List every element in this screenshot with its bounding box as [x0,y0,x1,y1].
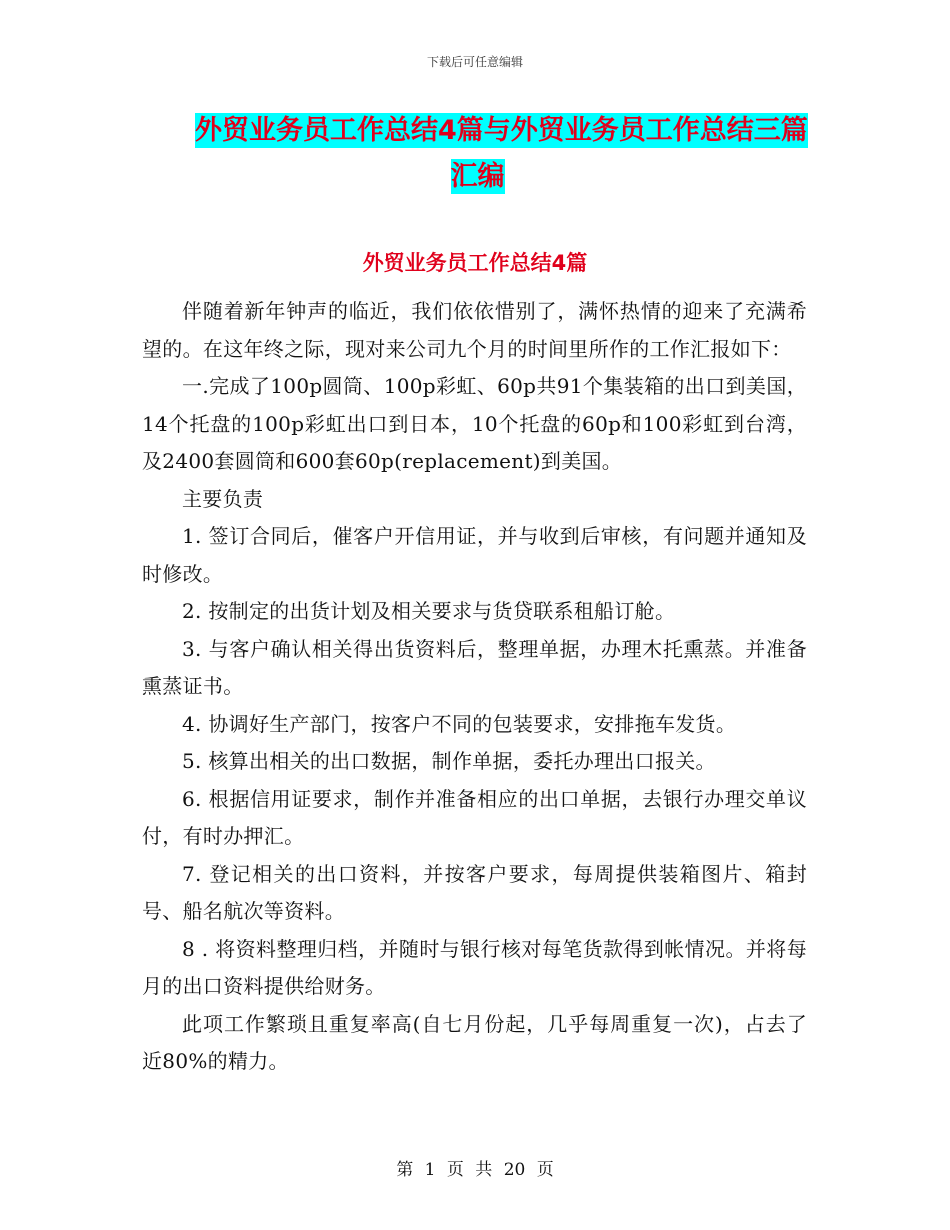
paragraph: 6. 根据信用证要求，制作并准备相应的出口单据，去银行办理交单议付，有时办押汇。 [142,786,807,848]
paragraph: 主要负责 [182,486,264,511]
paragraph: 5. 核算出相关的出口数据，制作单据，委托办理出口报关。 [182,749,716,773]
section-title: 外贸业务员工作总结4篇 [362,251,588,275]
page-footer: 第 1 页 共 20 页 [396,1160,554,1180]
paragraph: 此项工作繁琐且重复率高(自七月份起，几乎每周重复一次)，占去了近80%的精力。 [142,1011,807,1073]
page-header: 下载后可任意编辑 [426,55,523,69]
paragraph: 一.完成了100p圆筒、100p彩虹、60p共91个集装箱的出口到美国，14个托盘的100p彩虹出口到日本，10个托盘的60p和100彩虹到台湾，及2400套圆筒和600套60p(replacement)到美国。 [142,374,807,473]
paragraph: 2. 按制定的出货计划及相关要求与货贷联系租船订舱。 [182,599,676,623]
paragraph: 8 . 将资料整理归档，并随时与银行核对每笔货款得到帐情况。并将每月的出口资料提供给财务。 [142,936,807,998]
document-title [195,108,815,200]
paragraph: 7. 登记相关的出口资料，并按客户要求，每周提供装箱图片、箱封号、船名航次等资料。 [142,861,807,923]
paragraph: 3. 与客户确认相关得出货资料后，整理单据，办理木托熏蒸。并准备熏蒸证书。 [142,636,807,698]
body-text [142,293,807,1081]
title-line-2: 汇编 [450,161,505,192]
paragraph: 伴随着新年钟声的临近，我们依依惜别了，满怀热情的迎来了充满希望的。在这年终之际，现对来公司九个月的时间里所作的工作汇报如下： [142,299,807,361]
title-line-1: 外贸业务员工作总结4篇与外贸业务员工作总结三篇 [195,115,808,146]
paragraph: 1. 签订合同后，催客户开信用证，并与收到后审核，有问题并通知及时修改。 [142,524,807,586]
paragraph: 4. 协调好生产部门，按客户不同的包装要求，安排拖车发货。 [182,711,737,736]
